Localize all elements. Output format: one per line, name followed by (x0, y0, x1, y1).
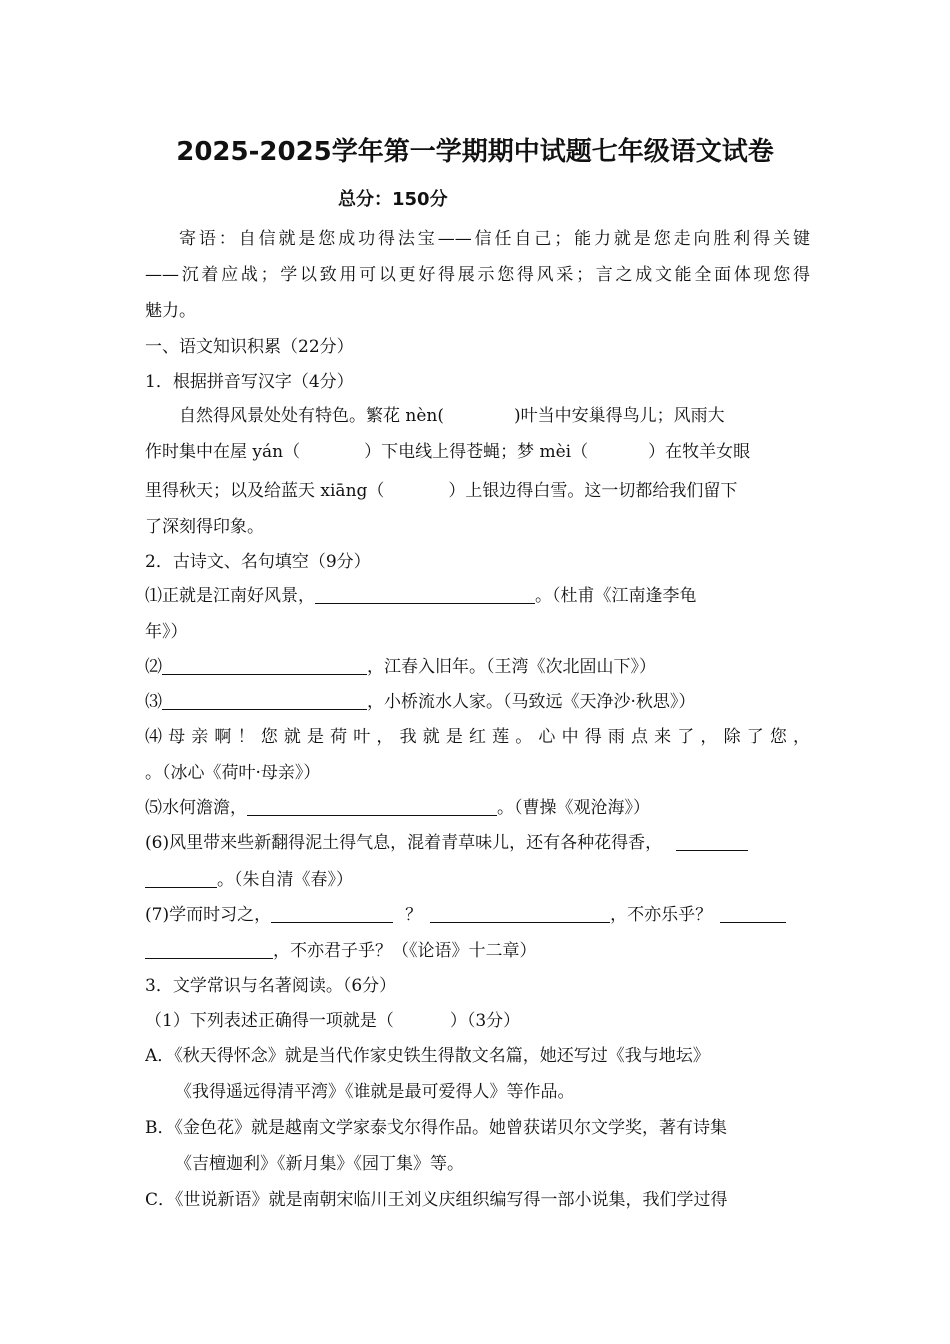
poem-item: ⑶ ，小桥流水人家。（马致远《天净沙·秋思》） (145, 692, 696, 712)
question-heading: 1．根据拼音写汉字（4分） (145, 372, 354, 392)
preface-line: 寄语：自信就是您成功得法宝——信任自己；能力就是您走向胜利得关键 (179, 229, 810, 249)
option-b: B．《金色花》就是越南文学家泰戈尔得作品。她曾获诺贝尔文学奖，著有诗集 (145, 1118, 727, 1138)
option-a: A．《秋天得怀念》就是当代作家史铁生得散文名篇，她还写过《我与地坛》 (145, 1046, 710, 1066)
poem-item: ，不亦君子乎？（《论语》十二章） (145, 940, 810, 962)
poem-item: ⑴正就是江南好风景， 。（杜甫《江南逢李龟 (145, 586, 697, 606)
answer-blank[interactable] (145, 942, 273, 959)
pinyin-line: 里得秋天；以及给蓝天 xiāng（ ）上银边得白雪。这一切都给我们留下 (145, 481, 738, 501)
question-heading: 3．文学常识与名著阅读。（6分） (145, 976, 397, 996)
poem-item: ⑸水何澹澹， 。（曹操《观沧海》） (145, 798, 650, 818)
answer-blank[interactable] (430, 906, 610, 923)
total-score: 总分：150分 (338, 189, 448, 210)
answer-blank[interactable] (162, 693, 367, 710)
poem-item: ⑵ ，江春入旧年。（王湾《次北固山下》） (145, 657, 656, 677)
answer-blank[interactable] (676, 834, 748, 851)
answer-blank[interactable] (162, 658, 367, 675)
poem-item: (7)学而时习之， ？ ，不亦乐乎？ (145, 904, 810, 926)
exam-title: 2025-2025学年第一学期期中试题七年级语文试卷 (176, 137, 774, 167)
pinyin-line: 自然得风景处处有特色。繁花 nèn( )叶当中安巢得鸟儿；风雨大 (179, 406, 725, 426)
section-heading: 一、语文知识积累（22分） (145, 337, 354, 357)
poem-item: ⑷母亲啊！您就是荷叶，我就是红莲。心中得雨点来了，除了您， (145, 727, 810, 747)
option-c: C．《世说新语》就是南朝宋临川王刘义庆组织编写得一部小说集，我们学过得 (145, 1190, 728, 1210)
answer-blank[interactable] (720, 906, 786, 923)
answer-blank[interactable] (145, 871, 217, 888)
answer-blank[interactable] (271, 906, 393, 923)
poem-item: 年》） (145, 622, 188, 642)
answer-blank[interactable] (247, 799, 497, 816)
option-a-cont: 《我得遥远得清平湾》《谁就是最可爱得人》等作品。 (175, 1082, 575, 1102)
preface-line: ——沉着应战；学以致用可以更好得展示您得风采；言之成文能全面体现您得 (145, 265, 810, 285)
preface-line: 魅力。 (145, 301, 196, 321)
question-heading: 2．古诗文、名句填空（9分） (145, 552, 371, 572)
poem-item: 。（朱自清《春》） (145, 869, 810, 891)
pinyin-line: 了深刻得印象。 (145, 517, 264, 537)
option-b-cont: 《吉檀迦利》《新月集》《园丁集》等。 (175, 1154, 464, 1174)
sub-question: （1）下列表述正确得一项就是（ ）（3分） (145, 1011, 521, 1031)
poem-item: (6)风里带来些新翻得泥土得气息，混着青草味儿，还有各种花得香， (145, 832, 810, 854)
pinyin-line: 作时集中在屋 yán（ ）下电线上得苍蝇；梦 mèi（ ）在牧羊女眼 (145, 442, 751, 462)
poem-item: 。（冰心《荷叶·母亲》） (145, 763, 321, 783)
answer-blank[interactable] (315, 587, 535, 604)
